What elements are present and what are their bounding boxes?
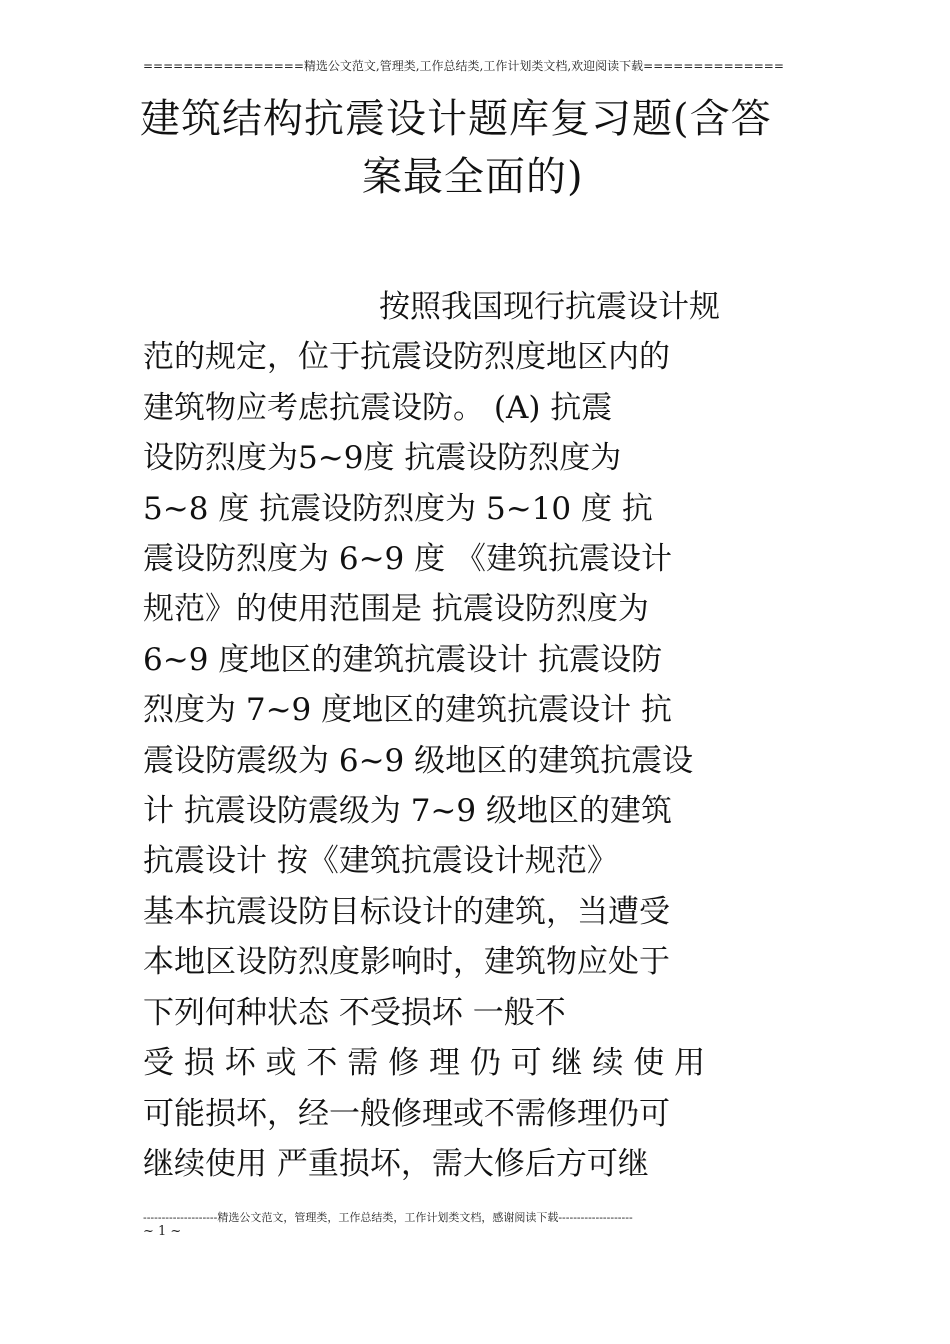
body-line: 受 损 坏 或 不 需 修 理 仍 可 继 续 使 用 bbox=[143, 1045, 706, 1082]
document-title bbox=[140, 90, 820, 206]
document-body bbox=[143, 282, 805, 1189]
page-number: ~ 1 ~ bbox=[143, 1224, 182, 1239]
body-line: 本地区设防烈度影响时，建筑物应处于 bbox=[143, 944, 670, 981]
title-line-1: 建筑结构抗震设计题库复习题(含答 bbox=[140, 96, 772, 142]
body-line: 继续使用 严重损坏，需大修后方可继 bbox=[143, 1145, 649, 1182]
body-line: 计 抗震设防震级为 7~9 级地区的建筑 bbox=[143, 793, 672, 830]
body-line: 5~8 度 抗震设防烈度为 5~10 度 抗 bbox=[143, 490, 653, 527]
body-line: 按照我国现行抗震设计规 bbox=[379, 289, 720, 325]
body-line: 设防烈度为5~9度 抗震设防烈度为 bbox=[143, 440, 622, 477]
body-line: 建筑物应考虑抗震设防。 (A) 抗震 bbox=[143, 389, 613, 426]
header-banner: ================精选公文范文,管理类,工作总结类,工作计划类文档,欢迎阅读下载============== bbox=[143, 59, 784, 73]
title-line-2: 案最全面的) bbox=[362, 154, 584, 200]
body-line: 规范》的使用范围是 抗震设防烈度为 bbox=[143, 591, 649, 628]
body-line: 6~9 度地区的建筑抗震设计 抗震设防 bbox=[143, 641, 663, 678]
body-line: 震设防烈度为 6~9 度 《建筑抗震设计 bbox=[143, 541, 672, 578]
body-line: 基本抗震设防目标设计的建筑，当遭受 bbox=[143, 893, 670, 930]
body-line: 烈度为 7~9 度地区的建筑抗震设计 抗 bbox=[143, 692, 672, 729]
body-line: 范的规定，位于抗震设防烈度地区内的 bbox=[143, 339, 670, 376]
body-line: 抗震设计 按《建筑抗震设计规范》 bbox=[143, 843, 618, 880]
body-line: 可能损坏，经一般修理或不需修理仍可 bbox=[143, 1095, 670, 1132]
footer-banner: --------------------精选公文范文，管理类，工作总结类，工作计划类文档，感谢阅读下载-------------------- bbox=[143, 1211, 633, 1224]
body-line: 下列何种状态 不受损坏 一般不 bbox=[143, 994, 566, 1031]
body-line: 震设防震级为 6~9 级地区的建筑抗震设 bbox=[143, 742, 694, 779]
